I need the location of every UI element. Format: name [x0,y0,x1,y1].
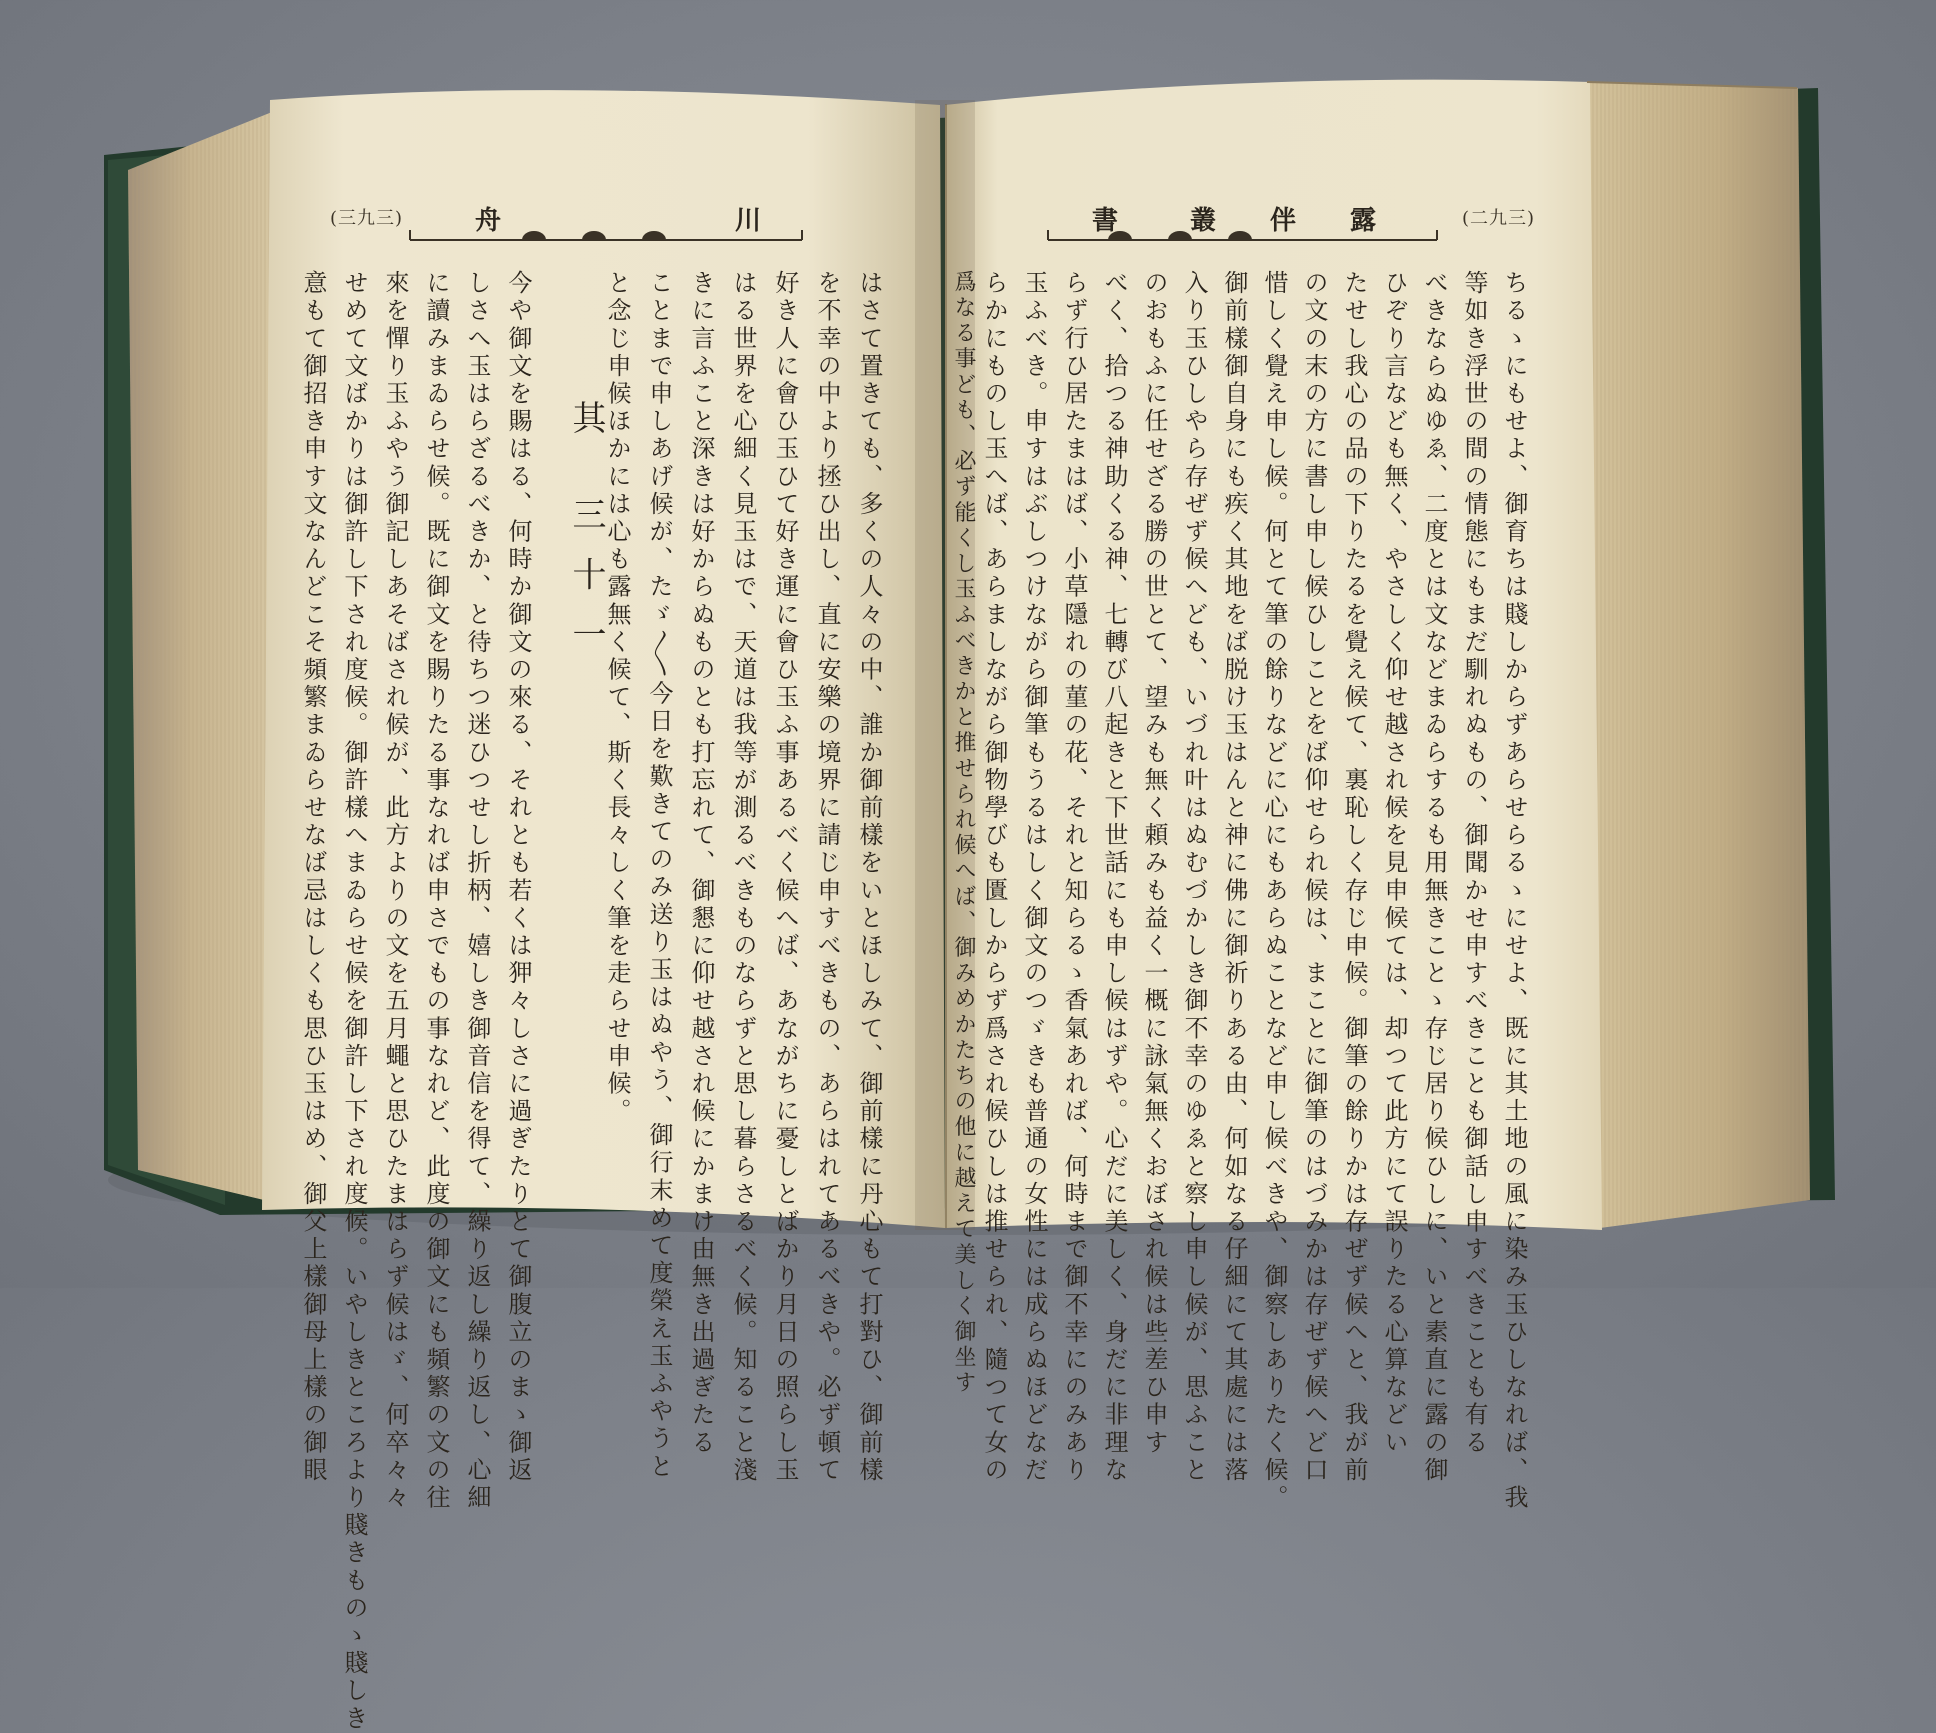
left-column-1: はさて置きても、多くの人々の中、誰か御前樣をいとほしみて、御前樣に丹心もて打對ひ、御前樣 [855,270,883,1485]
right-page-number: (二九三) [1462,208,1536,229]
left-column-7: と念じ申候ほかには心も露無く候て、斯く長々しく筆を走らせ申候。 [603,270,631,1126]
right-column-11: べく、拾つる神助くる神、七轉び八起きと下世話にも申し候はずや。心だに美しく、身だに非理な [1100,270,1128,1485]
right-column-10: のおもふに任せざる勝の世とて、望みも無く頼みも益く一概に詠氣無くおぼされ候は些差ひ申す [1140,270,1168,1457]
left-column-4: はる世界を心細く見玉はで、天道は我等が測るべきものならずと思し暮らさるべく候。知ること淺 [729,270,757,1485]
left-column-2: を不幸の中より拯ひ出し、直に安樂の境界に請じ申すべきもの、あらはれてあるべきや。必ず頓て [813,270,841,1485]
left-column-11: 來を憚り玉ふやう御記しあそばされ候が、此方よりの文を五月蠅と思ひたまはらず候はゞ、何卒々々 [381,270,409,1512]
left-running-head-right: 舟 [475,206,502,236]
right-column-8: 御前樣御自身にも疾く其地をば脱け玉はんと神に佛に御祈りある由、何如なる仔細にて其處には落 [1220,270,1248,1485]
right-column-4: ひぞり言なども無く、やさしく仰せ越され候を見申候ては、却つて此方にて誤りたる心算などい [1380,270,1408,1457]
right-column-14: らかにものし玉へば、あらましながら御物學びも匱しからず爲され候ひしは推せられ、隨つて女の [980,270,1008,1485]
right-column-2: 等如き浮世の間の情態にもまだ馴れぬもの、御聞かせ申すべきことも御話し申すべきことも有る [1460,270,1488,1457]
left-column-9: しさへ玉はらざるべきか、と待ちつ迷ひつせし折柄、嬉しき御音信を得て、繰り返し繰り返し、心細 [463,270,491,1512]
right-running-head-1: 書 [1092,206,1119,236]
right-running-head-4: 露 [1350,206,1377,236]
left-page-number: (三九三) [330,208,404,229]
left-column-5: きに言ふこと深きは好からぬものとも打忘れて、御懇に仰せ越され候にかまけ由無き出過ぎたる [687,270,715,1457]
right-column-13: 玉ふべき。申すはぶしつけながら御筆もうるはしく御文のつゞきも普通の女性には成らぬほどなだ [1020,270,1048,1485]
right-column-6: の文の末の方に書し申し候ひしことをば仰せられ候は、まことに御筆のはづみかは存ぜず候へど口 [1300,270,1328,1485]
right-column-15: 爲なる事ども、必ず能くし玉ふべきかと推せられ候へば、御みめかたちの他に越えて美しく御坐す [951,270,976,1397]
right-column-5: たせし我心の品の下りたるを覺え候て、裏恥しく存じ申候。御筆の餘りかは存ぜず候へと、我が前 [1340,270,1368,1485]
left-column-3: 好き人に會ひ玉ひて好き運に會ひ玉ふ事あるべく候へば、あながちに憂しとばかり月日の照らし玉 [771,270,799,1485]
left-column-13: 意もて御招き申す文なんどこそ頻繁まゐらせなば忌はしくも思ひ玉はめ、御父上樣御母上樣の御眼 [299,270,327,1485]
right-running-head-3: 伴 [1270,206,1297,236]
left-running-head-left: 川 [735,206,762,236]
right-column-1: ちるゝにもせよ、御育ちは賤しからずあらせらるゝにせよ、既に其土地の風に染み玉ひしなれば、我 [1500,270,1528,1512]
right-column-9: 入り玉ひしやら存ぜず候へども、いづれ叶はぬむづかしき御不幸のゆゑと察し申し候が、思ふこと [1180,270,1208,1485]
right-column-7: 惜しく覺え申し候。何とて筆の餘りなどに心にもあらぬことなど申し候べきや、御察しありたく候。 [1260,270,1288,1512]
right-column-3: べきならぬゆゑ、二度とは文などまゐらするも用無きことゝ存じ居り候ひしに、いと素直に露の御 [1420,270,1448,1485]
left-column-10: に讀みまゐらせ候。既に御文を賜りたる事なれば申さでもの事なれど、此度の御文にも頻繁の文の往 [422,270,450,1512]
left-column-12: せめて文ばかりは御許し下され度候。御許樣へまゐらせ候を御許し下され度候。いやしきところより賤きものゝ賤しき [340,270,368,1733]
section-title: 其 三十一 [566,400,606,677]
right-column-12: らず行ひ居たまはば、小草隱れの菫の花、それと知らるゝ香氣あれば、何時まで御不幸にのみあり [1060,270,1088,1485]
left-column-8: 今や御文を賜はる、何時か御文の來る、それとも若くは狎々しさに過ぎたりとて御腹立のまゝ御返 [504,270,532,1485]
right-running-head-2: 叢 [1190,206,1217,236]
left-column-6: ことまで申しあげ候が、たゞ〳〵今日を歎きてのみ送り玉はぬやう、御行末めて度榮え玉ふやうと [645,270,673,1481]
